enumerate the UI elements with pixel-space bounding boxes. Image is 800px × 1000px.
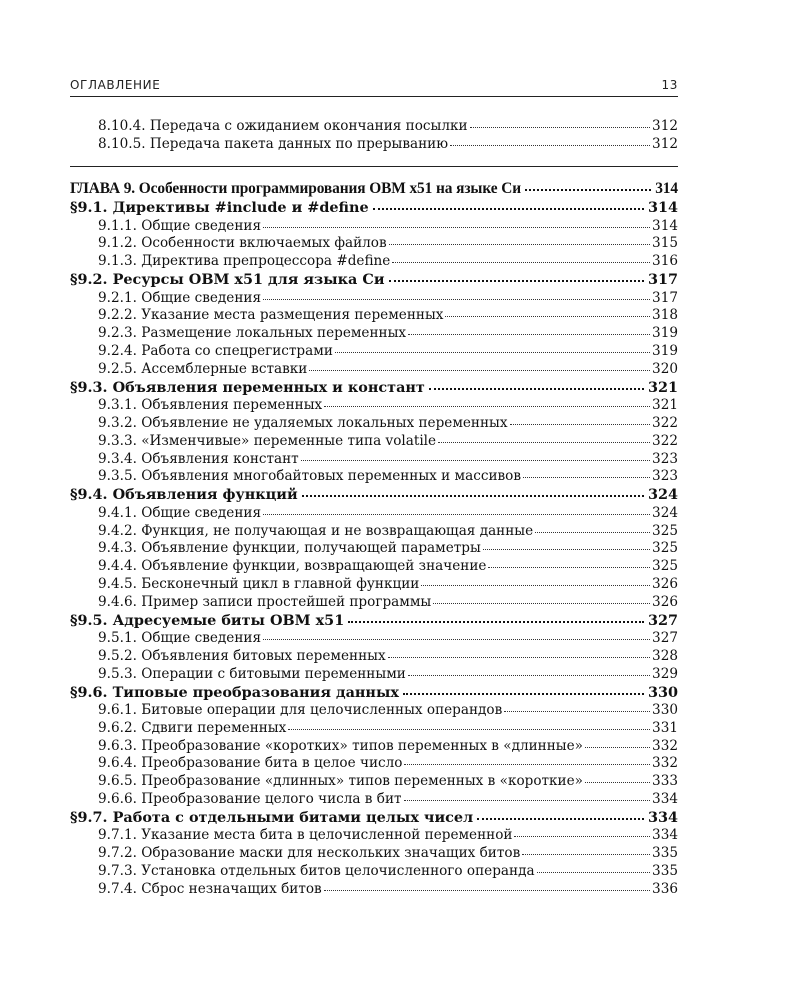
subsection-entry	[70, 773, 678, 791]
dot-leader	[445, 307, 650, 317]
subsection-entry-label: 9.1.1. Общие сведения	[98, 217, 262, 234]
subsection-entry	[70, 523, 678, 541]
subsection-entry-label: 9.3.1. Объявления переменных	[98, 397, 323, 414]
subsection-entry	[70, 755, 678, 773]
subsection-entry-page: 328	[652, 647, 678, 664]
subsection-entry-page: 330	[652, 702, 678, 719]
subsection-entry	[70, 702, 678, 720]
subsection-entry-label: 9.6.4. Преобразование бита в целое число	[98, 755, 403, 772]
section-entry-page: 321	[647, 378, 678, 396]
subsection-entry-page: 335	[652, 845, 678, 862]
subsection-entry-page: 312	[652, 135, 678, 152]
subsection-entry	[70, 136, 678, 154]
dot-leader	[404, 791, 651, 801]
subsection-entry-page: 322	[652, 414, 678, 431]
subsection-entry-label: 9.7.4. Сброс незначащих битов	[98, 880, 322, 897]
subsection-entry-page: 325	[652, 558, 678, 575]
section-entry-page: 317	[647, 270, 678, 288]
subsection-entry	[70, 415, 678, 433]
chapter-separator-rule	[70, 166, 678, 167]
subsection-entry-label: 9.7.2. Образование маски для нескольких значащих битов	[98, 845, 521, 862]
chapter-page: 314	[655, 180, 678, 197]
subsection-entry	[70, 343, 678, 361]
section-entry	[70, 199, 678, 218]
subsection-entry	[70, 307, 678, 325]
dot-leader	[403, 684, 644, 695]
subsection-entry-page: 326	[652, 593, 678, 610]
subsection-entry-page: 320	[652, 360, 678, 377]
section-entry-label: §9.1. Директивы #include и #define	[70, 199, 369, 216]
section-entry-page: 327	[647, 611, 678, 629]
subsection-entry-page: 335	[652, 863, 678, 880]
subsection-entry	[70, 558, 678, 576]
dot-leader	[421, 576, 650, 586]
section-entry-page: 314	[647, 199, 678, 216]
subsection-entry-page: 324	[652, 504, 678, 521]
previous-chapter-entries	[70, 118, 678, 154]
subsection-entry-label: 9.5.2. Объявления битовых переменных	[98, 647, 386, 664]
dot-leader	[488, 558, 650, 568]
subsection-entry-page: 315	[652, 235, 678, 252]
subsection-entry-label: 9.2.4. Работа со спецрегистрами	[98, 342, 333, 359]
subsection-entry-page: 334	[652, 827, 678, 844]
section-entry-page: 324	[647, 486, 678, 504]
dot-leader	[535, 523, 650, 533]
subsection-entry	[70, 253, 678, 271]
section-entry-label: §9.4. Объявления функций	[70, 486, 298, 504]
dot-leader	[335, 343, 650, 353]
subsection-entry	[70, 720, 678, 738]
subsection-entry-label: 9.6.3. Преобразование «коротких» типов переменных в «длинные»	[98, 737, 583, 754]
subsection-entry-label: 9.6.2. Сдвиги переменных	[98, 719, 287, 736]
running-header-title: ОГЛАВЛЕНИЕ	[70, 78, 161, 92]
dot-leader	[302, 486, 644, 497]
dot-leader	[523, 468, 650, 478]
dot-leader	[348, 612, 644, 623]
subsection-entry-label: 9.2.2. Указание места размещения переменных	[98, 307, 444, 324]
section-entry-page: 334	[647, 808, 678, 826]
subsection-entry-label: 9.4.6. Пример записи простейшей программы	[98, 593, 432, 610]
subsection-entry-page: 323	[652, 450, 678, 467]
subsection-entry	[70, 576, 678, 594]
subsection-entry	[70, 666, 678, 684]
section-entry-label: §9.5. Адресуемые биты ОВМ х51	[70, 611, 345, 629]
subsection-entry	[70, 827, 678, 845]
dot-leader	[433, 594, 650, 604]
subsection-entry-label: 9.3.5. Объявления многобайтовых переменных и массивов	[98, 468, 522, 485]
subsection-entry-page: 314	[652, 217, 678, 234]
subsection-entry-page: 332	[652, 737, 678, 754]
subsection-entry-label: 9.2.1. Общие сведения	[98, 289, 262, 306]
subsection-entry	[70, 791, 678, 809]
section-entry	[70, 271, 678, 290]
dot-leader	[404, 755, 650, 765]
table-of-contents	[70, 179, 678, 899]
section-entry-label: §9.7. Работа с отдельными битами целых чисел	[70, 808, 474, 826]
subsection-entry	[70, 648, 678, 666]
dot-leader	[525, 179, 651, 191]
dot-leader	[324, 881, 650, 891]
dot-leader	[483, 540, 650, 550]
subsection-entry-label: 8.10.5. Передача пакета данных по прерыванию	[98, 135, 449, 152]
section-entry	[70, 612, 678, 631]
section-entry	[70, 379, 678, 398]
subsection-entry-label: 9.4.5. Бесконечный цикл в главной функции	[98, 575, 420, 592]
dot-leader	[537, 863, 650, 873]
subsection-entry	[70, 468, 678, 486]
subsection-entry	[70, 451, 678, 469]
section-entry-label: §9.6. Типовые преобразования данных	[70, 683, 399, 701]
subsection-entry-page: 319	[652, 325, 678, 342]
dot-leader	[263, 630, 650, 640]
subsection-entry	[70, 594, 678, 612]
section-entry-page: 330	[647, 683, 678, 701]
subsection-entry	[70, 118, 678, 136]
subsection-entry-label: 8.10.4. Передача с ожиданием окончания посылки	[98, 118, 468, 134]
subsection-entry-label: 9.2.5. Ассемблерные вставки	[98, 360, 308, 377]
subsection-entry-label: 9.3.3. «Изменчивые» переменные типа volatile	[98, 432, 437, 449]
subsection-entry-label: 9.4.3. Объявление функции, получающей параметры	[98, 540, 481, 557]
subsection-entry-label: 9.4.1. Общие сведения	[98, 504, 262, 521]
subsection-entry-page: 326	[652, 575, 678, 592]
subsection-entry-page: 325	[652, 522, 678, 539]
subsection-entry-page: 319	[652, 342, 678, 359]
subsection-entry-label: 9.6.6. Преобразование целого числа в бит	[98, 791, 402, 808]
subsection-entry	[70, 505, 678, 523]
subsection-entry-page: 321	[652, 397, 678, 414]
dot-leader	[408, 666, 650, 676]
page-number: 13	[661, 78, 678, 92]
dot-leader	[263, 290, 650, 300]
dot-leader	[470, 118, 651, 128]
subsection-entry-page: 322	[652, 432, 678, 449]
subsection-entry-page: 332	[652, 755, 678, 772]
subsection-entry-page: 333	[652, 773, 678, 790]
dot-leader	[477, 809, 644, 820]
dot-leader	[429, 379, 644, 390]
subsection-entry	[70, 845, 678, 863]
subsection-entry-label: 9.4.4. Объявление функции, возвращающей значение	[98, 558, 487, 575]
running-header	[70, 76, 678, 96]
subsection-entry-page: 327	[652, 630, 678, 647]
subsection-entry-label: 9.7.1. Указание места бита в целочисленной переменной	[98, 827, 513, 844]
section-entry	[70, 809, 678, 828]
dot-leader	[288, 720, 650, 730]
subsection-entry-label: 9.5.1. Общие сведения	[98, 630, 262, 647]
dot-leader	[408, 325, 650, 335]
dot-leader	[389, 235, 650, 245]
header-rule	[70, 96, 678, 97]
dot-leader	[309, 361, 650, 371]
subsection-entry-page: 312	[652, 118, 678, 134]
subsection-entry	[70, 235, 678, 253]
dot-leader	[263, 218, 650, 228]
dot-leader	[301, 451, 650, 461]
subsection-entry	[70, 433, 678, 451]
chapter-entry	[70, 179, 678, 199]
subsection-entry	[70, 630, 678, 648]
dot-leader	[392, 253, 650, 263]
subsection-entry-page: 316	[652, 253, 678, 270]
subsection-entry	[70, 863, 678, 881]
subsection-entry-label: 9.3.2. Объявление не удаляемых локальных переменных	[98, 414, 508, 431]
subsection-entry-label: 9.6.1. Битовые операции для целочисленных операндов	[98, 702, 503, 719]
subsection-entry	[70, 738, 678, 756]
dot-leader	[324, 397, 650, 407]
subsection-entry	[70, 881, 678, 899]
dot-leader	[504, 702, 650, 712]
subsection-entry-label: 9.4.2. Функция, не получающая и не возвращающая данные	[98, 522, 534, 539]
subsection-entry-label: 9.3.4. Объявления констант	[98, 450, 299, 467]
section-entry-label: §9.3. Объявления переменных и констант	[70, 378, 425, 396]
dot-leader	[585, 773, 650, 783]
dot-leader	[438, 433, 650, 443]
subsection-entry	[70, 325, 678, 343]
subsection-entry-page: 317	[652, 289, 678, 306]
subsection-entry-page: 325	[652, 540, 678, 557]
dot-leader	[373, 199, 644, 210]
section-entry	[70, 486, 678, 505]
dot-leader	[263, 505, 650, 515]
subsection-entry-page: 334	[652, 791, 678, 808]
dot-leader	[450, 136, 650, 146]
subsection-entry	[70, 397, 678, 415]
dot-leader	[522, 845, 650, 855]
subsection-entry	[70, 361, 678, 379]
dot-leader	[585, 738, 650, 748]
subsection-entry-label: 9.2.3. Размещение локальных переменных	[98, 325, 407, 342]
subsection-entry-label: 9.1.3. Директива препроцессора #define	[98, 253, 391, 270]
subsection-entry-page: 329	[652, 665, 678, 682]
subsection-entry-page: 336	[652, 880, 678, 897]
subsection-entry	[70, 218, 678, 236]
subsection-entry	[70, 290, 678, 308]
subsection-entry-page: 318	[652, 307, 678, 324]
section-entry	[70, 684, 678, 703]
subsection-entry-label: 9.7.3. Установка отдельных битов целочисленного операнда	[98, 863, 535, 880]
subsection-entry-label: 9.6.5. Преобразование «длинных» типов переменных в «короткие»	[98, 773, 583, 790]
dot-leader	[388, 648, 650, 658]
chapter-title: ГЛАВА 9. Особенности программирования ОВМ х51 на языке Си	[70, 180, 521, 197]
dot-leader	[510, 415, 651, 425]
subsection-entry	[70, 540, 678, 558]
subsection-entry-label: 9.5.3. Операции с битовыми переменными	[98, 665, 406, 682]
subsection-entry-page: 331	[652, 719, 678, 736]
subsection-entry-page: 323	[652, 468, 678, 485]
dot-leader	[389, 271, 644, 282]
subsection-entry-label: 9.1.2. Особенности включаемых файлов	[98, 235, 387, 252]
dot-leader	[514, 827, 650, 837]
section-entry-label: §9.2. Ресурсы ОВМ х51 для языка Си	[70, 270, 385, 288]
